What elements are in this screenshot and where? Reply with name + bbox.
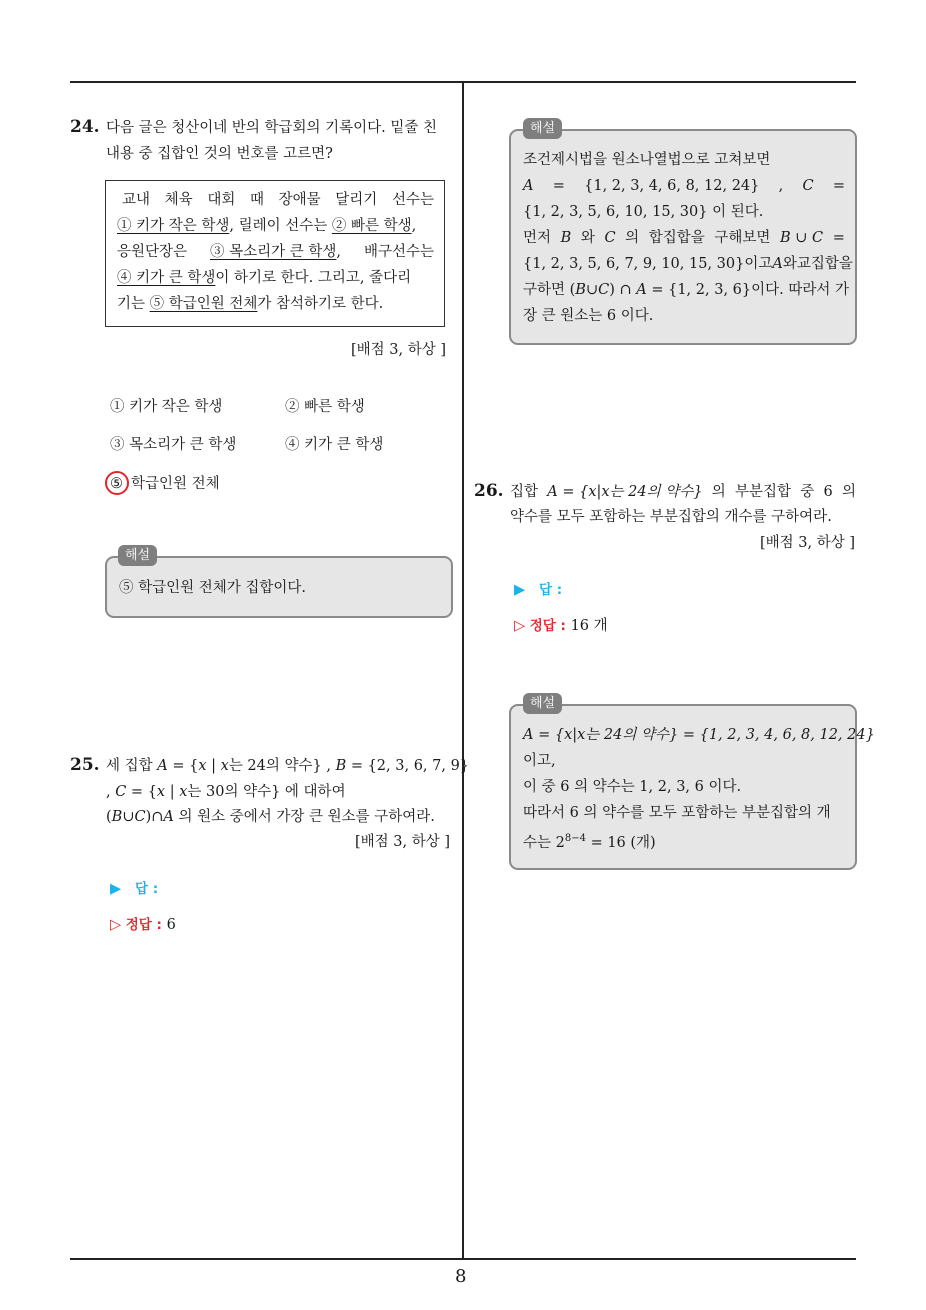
record-line-4: ④ 키가 큰 학생이 하기로 한다. 그리고, 줄다리: [117, 270, 412, 286]
record-line-5: 기는 ⑤ 학급인원 전체가 참석하기로 한다.: [117, 296, 384, 312]
explanation-25-line-7: 장 큰 원소는 6 이다.: [523, 308, 654, 324]
choice-5-number[interactable]: ⑤: [110, 476, 123, 492]
question-25-correct-value: 6: [166, 917, 176, 933]
question-24-score: [배점 3, 하상 ]: [351, 342, 447, 358]
bottom-rule: [70, 1258, 856, 1260]
question-26-number: 26.: [474, 481, 504, 501]
question-25-line-3: (B∪C)∩A 의 원소 중에서 가장 큰 원소를 구하여라.: [106, 809, 435, 825]
explanation-26-line-1: A = {x|x는 24의 약수} = {1, 2, 3, 4, 6, 8, 12, 24}: [523, 727, 875, 743]
question-25-line-2: , C = {x | x는 30의 약수} 에 대하여: [106, 784, 346, 800]
question-24-stem-line-1: 다음 글은 청산이네 반의 학급회의 기록이다. 밑줄 친: [106, 120, 438, 136]
choice-4[interactable]: ④ 키가 큰 학생: [285, 437, 384, 453]
question-26-correct-row: ▷ 정답 : 16 개: [514, 618, 608, 634]
question-26-explanation-tag: 해설: [523, 693, 562, 714]
correct-arrow-icon: ▷: [110, 917, 122, 933]
question-24-stem-line-2: 내용 중 집합인 것의 번호를 고르면?: [106, 146, 333, 162]
question-26-answer-row[interactable]: ▶ 답 :: [514, 582, 563, 598]
explanation-26-line-2: 이고,: [523, 753, 556, 769]
correct-arrow-icon: ▷: [514, 618, 526, 634]
underlined-item-1: ① 키가 작은 학생: [117, 218, 230, 234]
question-24-explanation-tag: 해설: [118, 545, 157, 566]
choice-3[interactable]: ③ 목소리가 큰 학생: [110, 437, 237, 453]
page-number: 8: [455, 1266, 467, 1287]
choice-2[interactable]: ② 빠른 학생: [285, 399, 365, 415]
question-26-score: [배점 3, 하상 ]: [760, 535, 856, 551]
question-25-line-1: 세 집합 A = {x | x는 24의 약수} , B = {2, 3, 6, 7, 9}: [106, 758, 470, 774]
underlined-item-2: ② 빠른 학생: [331, 218, 412, 234]
question-26-line-2: 약수를 모두 포함하는 부분집합의 개수를 구하여라.: [510, 509, 832, 525]
explanation-26-line-4: 따라서 6 의 약수를 모두 포함하는 부분집합의 개: [523, 805, 831, 821]
explanation-26-line-3: 이 중 6 의 약수는 1, 2, 3, 6 이다.: [523, 779, 742, 795]
question-26-line-1: 집합 A = {x|x는 24의 약수} 의 부분집합 중 6 의: [510, 484, 856, 500]
explanation-25-line-6: 구하면 (B∪C) ∩ A = {1, 2, 3, 6}이다. 따라서 가: [523, 282, 849, 298]
question-25-explanation-tag: 해설: [523, 118, 562, 139]
answer-arrow-icon: ▶: [514, 582, 526, 598]
underlined-item-5: ⑤ 학급인원 전체: [149, 296, 258, 312]
underlined-item-3: ③ 목소리가 큰 학생: [210, 244, 337, 260]
question-25-correct-row: ▷ 정답 : 6: [110, 917, 176, 933]
record-line-3: 응원단장은 ③ 목소리가 큰 학생, 배구선수는: [117, 244, 434, 260]
question-26-correct-value: 16 개: [570, 618, 608, 634]
explanation-25-line-1: 조건제시법을 원소나열법으로 고쳐보면: [523, 152, 771, 168]
record-line-2: ① 키가 작은 학생, 릴레이 선수는 ② 빠른 학생,: [117, 218, 417, 234]
explanation-26-line-5: 수는 $2^{8-4} = 16$ (개): [523, 833, 656, 851]
answer-arrow-icon: ▶: [110, 881, 122, 897]
record-line-1: 교내 체육 대회 때 장애물 달리기 선수는: [122, 192, 434, 208]
question-25-number: 25.: [70, 755, 100, 775]
explanation-25-line-5: {1, 2, 3, 5, 6, 7, 9, 10, 15, 30} 이고 A 와 교집합을: [523, 256, 853, 272]
question-25-answer-row[interactable]: ▶ 답 :: [110, 881, 159, 897]
underlined-item-4: ④ 키가 큰 학생: [117, 270, 216, 286]
explanation-25-line-4: 먼저 B 와 C 의 합집합을 구해보면 B ∪ C =: [523, 230, 845, 246]
column-divider: [462, 82, 464, 1258]
question-25-score: [배점 3, 하상 ]: [355, 834, 451, 850]
explanation-25-line-3: {1, 2, 3, 5, 6, 10, 15, 30} 이 된다.: [523, 204, 764, 220]
question-24-explanation-text: ⑤ 학급인원 전체가 집합이다.: [119, 580, 307, 596]
choice-5-text[interactable]: 학급인원 전체: [131, 476, 220, 492]
explanation-25-line-2: A = {1, 2, 3, 4, 6, 8, 12, 24} , C =: [523, 178, 845, 194]
question-24-number: 24.: [70, 117, 100, 137]
choice-1[interactable]: ① 키가 작은 학생: [110, 399, 223, 415]
